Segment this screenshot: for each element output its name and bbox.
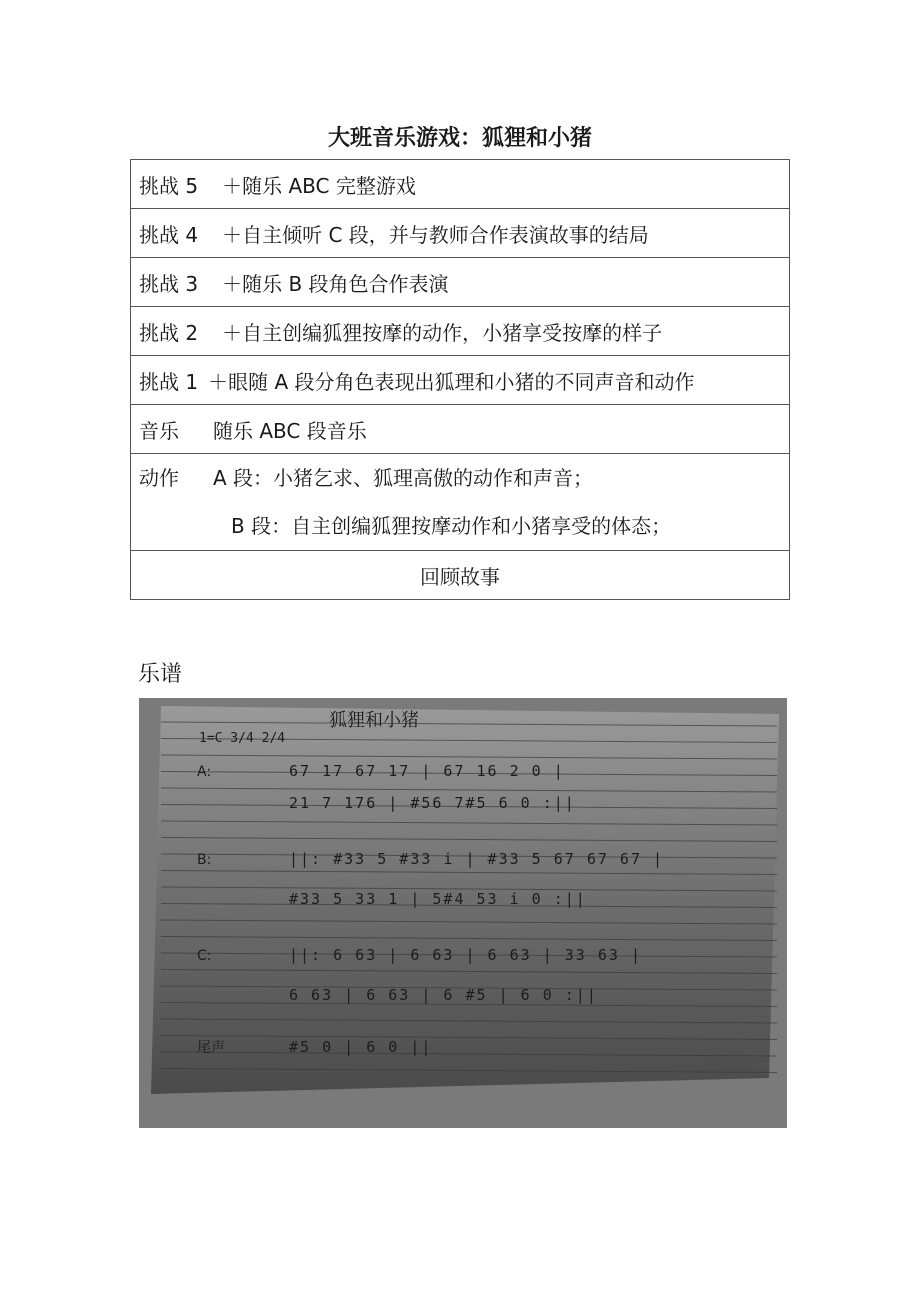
score-photo xyxy=(139,698,787,1128)
row-text: 随乐 ABC 段音乐 xyxy=(213,418,367,443)
row-text: ＋眼随 A 段分角色表现出狐理和小猪的不同声音和动作 xyxy=(208,369,695,394)
page-title: 大班音乐游戏：狐狸和小猪 xyxy=(327,125,592,151)
row-label: 挑战 2 xyxy=(139,320,199,345)
table-row xyxy=(131,258,790,307)
row-text: ＋随乐 ABC 完整游戏 xyxy=(222,173,416,198)
score-key: 1=C 3/4 2/4 xyxy=(199,731,286,746)
score-section-mark: B: xyxy=(197,852,212,868)
row-label: 挑战 4 xyxy=(139,222,199,247)
activity-table xyxy=(130,159,790,600)
row-text: ＋自主倾听 C 段，并与教师合作表演故事的结局 xyxy=(222,222,649,247)
score-notes-line: 21 7 176 | #56 7#5 6 0 :|| xyxy=(289,794,576,812)
score-notes-line: #33 5 33 1 | 5#4 53 i 0 :|| xyxy=(289,890,587,908)
row-label: 挑战 3 xyxy=(139,271,199,296)
row-label: 挑战 1 xyxy=(139,369,199,394)
row-text: A 段：小猪乞求、狐理高傲的动作和声音； xyxy=(213,466,594,490)
table-row xyxy=(131,454,790,551)
table-row xyxy=(131,405,790,454)
row-text: ＋自主创编狐狸按摩的动作，小猪享受按摩的样子 xyxy=(222,320,663,345)
score-label: 乐谱 xyxy=(138,662,183,687)
score-sheet xyxy=(139,698,787,1128)
row-label: 挑战 5 xyxy=(139,173,199,198)
score-notes-line: ||: 6 63 | 6 63 | 6 63 | 33 63 | xyxy=(289,946,642,964)
score-section-mark: A: xyxy=(197,764,212,780)
table-row xyxy=(131,160,790,209)
score-notes-line: 67 17 67 17 | 67 16 2 0 | xyxy=(289,762,565,780)
score-notes-line: 6 63 | 6 63 | 6 #5 | 6 0 :|| xyxy=(289,986,598,1004)
score-section-mark: C: xyxy=(197,948,212,964)
score-title: 狐狸和小猪 xyxy=(329,710,419,731)
table-row xyxy=(131,356,790,405)
row-text: ＋随乐 B 段角色合作表演 xyxy=(222,271,449,296)
row-label: 动作 xyxy=(139,466,179,490)
review-cell: 回顾故事 xyxy=(131,551,790,600)
score-notes-line: #5 0 | 6 0 || xyxy=(289,1038,433,1056)
row-label: 音乐 xyxy=(139,418,179,443)
row-text: B 段：自主创编狐狸按摩动作和小猪享受的体态； xyxy=(231,514,672,538)
table-row xyxy=(131,209,790,258)
score-section-mark: 尾声 xyxy=(197,1040,225,1056)
table-row xyxy=(131,551,790,600)
table-row xyxy=(131,307,790,356)
score-notes-line: ||: #33 5 #33 i | #33 5 67 67 67 | xyxy=(289,850,665,868)
